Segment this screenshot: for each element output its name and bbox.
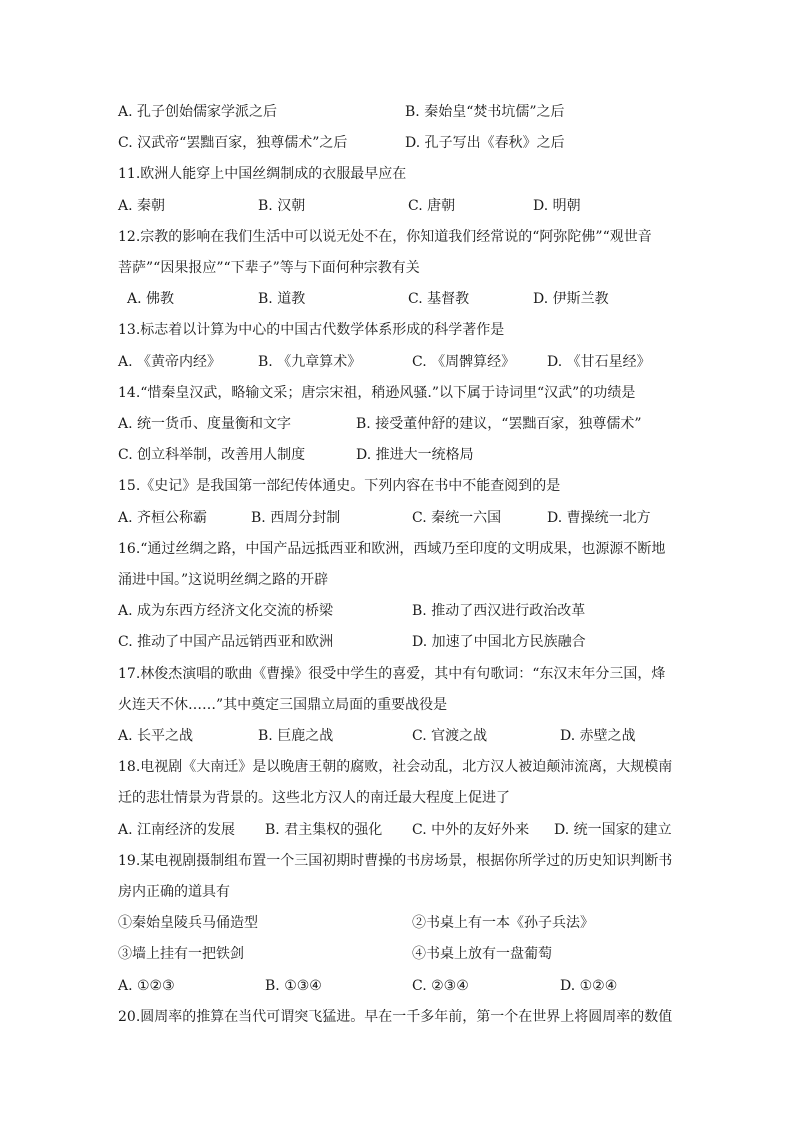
q19-option-d: D. ①②④ — [560, 978, 618, 994]
q10-option-a: A. 孔子创始儒家学派之后 — [118, 104, 278, 120]
q19-item-3: ③墙上挂有一把铁剑 — [118, 946, 244, 962]
q16-option-a: A. 成为东西方经济文化交流的桥梁 — [118, 603, 334, 619]
q13-option-d: D. 《甘石星经》 — [547, 354, 651, 370]
q11-option-a: A. 秦朝 — [118, 198, 166, 214]
q13-option-c: C. 《周髀算经》 — [412, 354, 516, 370]
q12-stem-line-2: 菩萨”“因果报应”“下辈子”等与下面何种宗教有关 — [118, 260, 420, 276]
q14-option-b: B. 接受董仲舒的建议，“罢黜百家，独尊儒术” — [356, 416, 642, 432]
q14-option-a: A. 统一货币、度量衡和文字 — [118, 416, 292, 432]
q16-option-b: B. 推动了西汉进行政治改革 — [412, 603, 586, 619]
q11-option-d: D. 明朝 — [533, 198, 581, 214]
q14-option-d: D. 推进大一统格局 — [356, 447, 474, 463]
q19-item-1: ①秦始皇陵兵马俑造型 — [118, 915, 258, 931]
q19-stem-line-1: 19.某电视剧摄制组布置一个三国初期时曹操的书房场景，根据你所学过的历史知识判断书 — [118, 853, 673, 869]
q11-option-c: C. 唐朝 — [408, 198, 456, 214]
q11-option-b: B. 汉朝 — [258, 198, 306, 214]
q19-stem-line-2: 房内正确的道具有 — [118, 884, 230, 900]
q15-option-c: C. 秦统一六国 — [412, 510, 502, 526]
q12-stem-line-1: 12.宗教的影响在我们生活中可以说无处不在，你知道我们经常说的“阿弥陀佛”“观世音 — [118, 229, 652, 245]
q16-stem-line-2: 涌进中国。”这说明丝绸之路的开辟 — [118, 572, 329, 588]
q17-option-a: A. 长平之战 — [118, 728, 194, 744]
q16-option-d: D. 加速了中国北方民族融合 — [412, 634, 586, 650]
q14-option-c: C. 创立科举制，改善用人制度 — [118, 447, 306, 463]
q12-option-b: B. 道教 — [258, 291, 306, 307]
q12-option-d: D. 伊斯兰教 — [533, 291, 609, 307]
q13-option-b: B. 《九章算术》 — [258, 354, 362, 370]
q18-stem-line-1: 18.电视剧《大南迁》是以晚唐王朝的腐败，社会动乱，北方汉人被迫颠沛流离，大规模南 — [118, 759, 673, 775]
q18-option-d: D. 统一国家的建立 — [554, 822, 672, 838]
q11-stem: 11.欧洲人能穿上中国丝绸制成的衣服最早应在 — [118, 166, 407, 182]
q19-item-2: ②书桌上有一本《孙子兵法》 — [412, 915, 594, 931]
q10-option-d: D. 孔子写出《春秋》之后 — [405, 135, 565, 151]
q19-option-a: A. ①②③ — [118, 978, 175, 994]
q15-option-d: D. 曹操统一北方 — [547, 510, 651, 526]
q13-option-a: A. 《黄帝内经》 — [118, 354, 222, 370]
q18-option-b: B. 君主集权的强化 — [265, 822, 383, 838]
q17-option-d: D. 赤壁之战 — [560, 728, 636, 744]
q16-option-c: C. 推动了中国产品远销西亚和欧洲 — [118, 634, 334, 650]
q15-stem: 15.《史记》是我国第一部纪传体通史。下列内容在书中不能查阅到的是 — [118, 478, 561, 494]
q13-stem: 13.标志着以计算为中心的中国古代数学体系形成的科学著作是 — [118, 322, 505, 338]
q12-option-a: A. 佛教 — [127, 291, 175, 307]
q15-option-b: B. 西周分封制 — [251, 510, 341, 526]
q17-stem-line-2: 火连天不休……”其中奠定三国鼎立局面的重要战役是 — [118, 697, 448, 713]
q18-option-a: A. 江南经济的发展 — [118, 822, 236, 838]
q10-option-b: B. 秦始皇“焚书坑儒”之后 — [405, 104, 565, 120]
q12-option-c: C. 基督教 — [408, 291, 470, 307]
q19-item-4: ④书桌上放有一盘葡萄 — [412, 946, 552, 962]
q19-option-b: B. ①③④ — [265, 978, 322, 994]
q14-stem: 14.“惜秦皇汉武，略输文采；唐宗宋祖，稍逊风骚.”以下属于诗词里“汉武”的功绩是 — [118, 385, 636, 401]
q15-option-a: A. 齐桓公称霸 — [118, 510, 208, 526]
q17-option-c: C. 官渡之战 — [412, 728, 488, 744]
q18-option-c: C. 中外的友好外来 — [412, 822, 530, 838]
q20-stem: 20.圆周率的推算在当代可谓突飞猛进。早在一千多年前，第一个在世界上将圆周率的数值 — [118, 1009, 673, 1025]
q18-stem-line-2: 迁的悲壮情景为背景的。这些北方汉人的南迁最大程度上促进了 — [118, 790, 510, 806]
q10-option-c: C. 汉武帝“罢黜百家，独尊儒术”之后 — [118, 135, 348, 151]
q16-stem-line-1: 16.“通过丝绸之路，中国产品远抵西亚和欧洲，西域乃至印度的文明成果，也源源不断地 — [118, 541, 666, 557]
q17-option-b: B. 巨鹿之战 — [258, 728, 334, 744]
q19-option-c: C. ②③④ — [412, 978, 469, 994]
q17-stem-line-1: 17.林俊杰演唱的歌曲《曹操》很受中学生的喜爱，其中有句歌词：“东汉末年分三国，烽 — [118, 666, 666, 682]
